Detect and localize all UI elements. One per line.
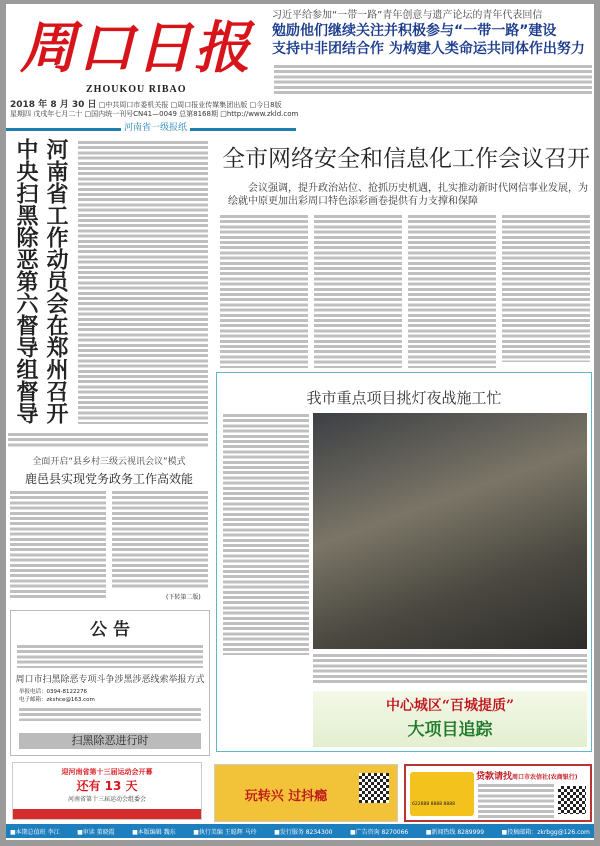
masthead-pinyin: ZHOUKOU RIBAO — [86, 84, 187, 95]
newspaper-page — [6, 4, 594, 840]
jump-note: (下转第二版) — [166, 594, 201, 601]
ad-mobile[interactable] — [214, 764, 398, 822]
ad-title: 玩转兴 过抖瘾 — [244, 789, 328, 804]
ad-bank[interactable] — [404, 764, 592, 822]
main-body-col3 — [408, 214, 496, 368]
main-body-col4 — [502, 214, 590, 362]
qr-code-icon — [558, 786, 586, 814]
footer-item: ■本版编辑 魏东 — [132, 828, 176, 836]
notice-contacts — [11, 685, 209, 707]
project-banner — [313, 691, 587, 747]
banner-line-2: 大项目追踪 — [407, 720, 493, 740]
bank-card: 622888 8888 8888 — [410, 772, 474, 816]
footer-item: ■投稿邮箱：zkrbgg@126.com — [501, 828, 590, 836]
notice-body — [17, 644, 203, 668]
footer-item: ■广告咨询 8270066 — [349, 828, 409, 836]
issue-line: 星期四 戊戌年七月二十 □国内统一刊号CN41—0049 总第8168期 □http://www.zkld.com — [10, 110, 299, 118]
main-body-col1 — [220, 214, 308, 368]
notice-footer: 扫黑除恶进行时 — [19, 733, 201, 749]
masthead-logo: 周口日报 — [20, 15, 252, 81]
qr-code-icon — [359, 773, 389, 803]
notice-subtitle: 周口市扫黑除恶专项斗争涉黑涉恶线索举报方式 — [15, 675, 205, 685]
main-body-col2 — [314, 214, 402, 368]
ad-games[interactable] — [12, 762, 202, 820]
footer-item: ■执行美编 王聪辉 马玲 — [193, 828, 257, 836]
main-deck: 会议强调，提升政治站位、抢抓历史机遇，扎实推动新时代网信事业发展，为绘就中原更加出彩周口特色添彩画卷提供有力支撑和保障 — [228, 183, 588, 207]
ad-body — [478, 783, 554, 818]
county-headline: 鹿邑县实现党务政务工作高效能 — [24, 472, 193, 486]
top-story-kicker: 习近平给参加“一带一路”青年创意与遗产论坛的青年代表回信 — [272, 10, 543, 21]
photo-story-body — [223, 413, 309, 655]
ad-countdown: 还有 13 天 — [76, 779, 138, 793]
footer-item: ■新闻热线 8289999 — [425, 828, 485, 836]
notice-box — [10, 610, 210, 756]
construction-photo — [313, 413, 587, 649]
notice-phone: 举报电话：0394-8122276 — [19, 689, 87, 695]
main-headline: 全市网络安全和信息化工作会议召开 — [222, 146, 590, 172]
rating-banner — [6, 123, 296, 134]
county-body-col1 — [10, 490, 106, 600]
banner-line-1: 中心城区“百城提质” — [385, 698, 515, 714]
footer-item: ■审读 董晓霞 — [77, 828, 115, 836]
left-story-body — [78, 140, 208, 424]
county-kicker: 全面开启“县乡村三级云视讯会议”模式 — [32, 457, 186, 467]
photo-headline: 我市重点项目挑灯夜战施工忙 — [306, 389, 502, 407]
date-line: 2018 年 8 月 30 日 □中共周口市委机关报 □周口报业传媒集团出版 □今日8版 — [10, 100, 282, 110]
footer-item: ■本期总值班 李江 — [10, 828, 60, 836]
left-headline-a: 河南省工作动员会在郑州召开 — [43, 138, 68, 424]
notice-email: 电子邮箱：zkshce@163.com — [19, 697, 95, 703]
skyline-graphic — [13, 809, 201, 819]
staff-footer — [6, 824, 594, 838]
top-story-body — [274, 64, 592, 94]
notice-contacts-more — [19, 707, 201, 721]
ad-title: 贷款请找周口市农信社(农商银行) — [476, 772, 578, 782]
left-headline-b: 中央扫黑除恶第六督导组督导 — [13, 138, 38, 424]
ad-title: 迎河南省第十三届运动会开幕 — [61, 768, 153, 776]
left-story-body-2 — [8, 432, 208, 448]
rating-text: 河南省一级报纸 — [121, 123, 190, 134]
county-body-col2 — [112, 490, 208, 588]
headline-line: 勉励他们继续关注并积极参与“一带一路”建设 — [272, 23, 557, 39]
photo-story-body-2 — [313, 653, 587, 685]
photo-story-box — [216, 372, 592, 752]
footer-item: ■发行服务 8234300 — [274, 828, 333, 836]
headline-line: 支持中非团结合作 为构建人类命运共同体作出努力 — [272, 41, 585, 57]
notice-title: 公 告 — [90, 620, 130, 640]
ad-sub: 河南省第十三届运动会组委会 — [67, 796, 146, 803]
top-story-headline — [272, 22, 592, 58]
